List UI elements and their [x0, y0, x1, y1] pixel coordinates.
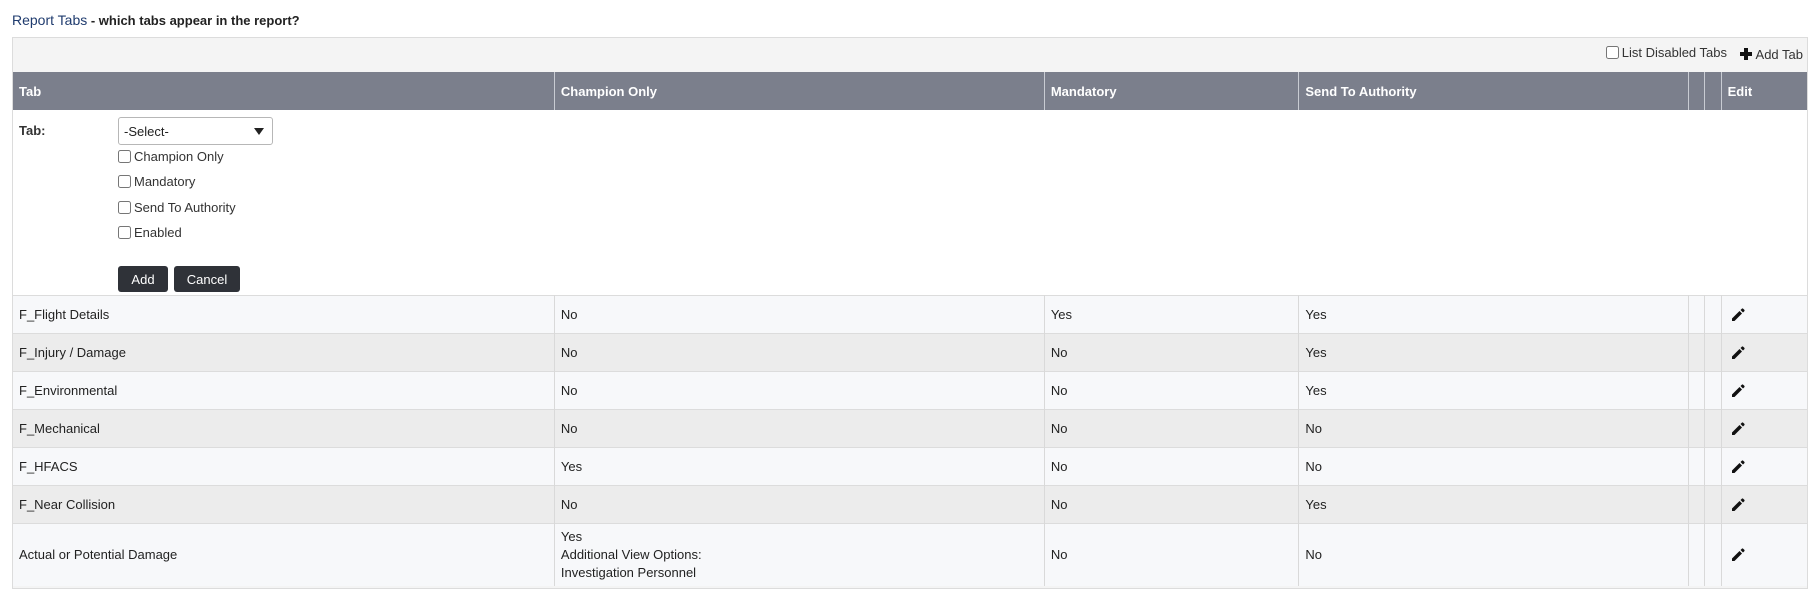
add-tab-button[interactable]: [1740, 46, 1803, 62]
cell-edit: [1721, 296, 1807, 334]
enabled-label: Enabled: [134, 224, 182, 240]
table-row: [13, 334, 1807, 372]
cell-champion-only: No: [554, 486, 1044, 524]
section-heading: [12, 11, 300, 30]
cell-spacer: [1689, 296, 1705, 334]
cell-champion-only: No: [554, 296, 1044, 334]
cell-edit: [1721, 486, 1807, 524]
table-header-row: [13, 72, 1807, 110]
cell-edit: [1721, 410, 1807, 448]
cell-send-to-authority: No: [1299, 524, 1689, 586]
champion-only-option[interactable]: [118, 148, 224, 164]
col-header-send-to-authority[interactable]: Send To Authority: [1299, 72, 1689, 110]
pencil-icon[interactable]: [1730, 497, 1746, 513]
list-disabled-label: List Disabled Tabs: [1621, 44, 1727, 60]
cell-send-to-authority: No: [1299, 448, 1689, 486]
cell-mandatory: No: [1044, 334, 1299, 372]
cell-tab: F_HFACS: [13, 448, 554, 486]
cell-tab: F_Environmental: [13, 372, 554, 410]
enabled-option[interactable]: [118, 224, 182, 240]
tab-select[interactable]: [118, 117, 273, 145]
cell-spacer: [1705, 334, 1721, 372]
add-button[interactable]: Add: [118, 266, 168, 292]
cell-tab: F_Mechanical: [13, 410, 554, 448]
cell-spacer: [1705, 486, 1721, 524]
mandatory-label: Mandatory: [134, 173, 196, 189]
pencil-icon[interactable]: [1730, 307, 1746, 323]
cell-spacer: [1689, 486, 1705, 524]
send-to-authority-label: Send To Authority: [134, 199, 236, 215]
cancel-button[interactable]: Cancel: [174, 266, 240, 292]
list-disabled-toggle[interactable]: [1606, 44, 1727, 60]
pencil-icon[interactable]: [1730, 459, 1746, 475]
send-to-authority-checkbox[interactable]: [118, 201, 131, 214]
cell-champion-only: No: [554, 372, 1044, 410]
cell-edit: [1721, 334, 1807, 372]
cell-mandatory: No: [1044, 372, 1299, 410]
cell-spacer: [1705, 372, 1721, 410]
table-row: [13, 410, 1807, 448]
mandatory-checkbox[interactable]: [118, 175, 131, 188]
cell-send-to-authority: Yes: [1299, 372, 1689, 410]
pencil-icon[interactable]: [1730, 421, 1746, 437]
table-row: [13, 296, 1807, 334]
col-header-spacer-1: [1689, 72, 1705, 110]
panel-toolbar: [13, 38, 1807, 72]
cell-spacer: [1705, 296, 1721, 334]
champion-only-checkbox[interactable]: [118, 150, 131, 163]
cell-spacer: [1689, 524, 1705, 586]
cell-send-to-authority: Yes: [1299, 334, 1689, 372]
section-title: Report Tabs: [12, 12, 88, 28]
col-header-spacer-2: [1705, 72, 1721, 110]
tabs-table: [13, 72, 1807, 586]
send-to-authority-option[interactable]: [118, 199, 236, 215]
cell-spacer: [1705, 524, 1721, 586]
cell-champion-only: No: [554, 334, 1044, 372]
tab-select-value: -Select-: [124, 123, 169, 139]
table-row: [13, 372, 1807, 410]
cell-spacer: [1689, 410, 1705, 448]
add-tab-form-row: [13, 110, 1807, 296]
table-row: [13, 486, 1807, 524]
cell-spacer: [1705, 410, 1721, 448]
cell-tab: F_Near Collision: [13, 486, 554, 524]
cell-spacer: [1689, 448, 1705, 486]
cell-mandatory: No: [1044, 410, 1299, 448]
champion-only-label: Champion Only: [134, 148, 224, 164]
table-row: [13, 524, 1807, 586]
cell-tab: Actual or Potential Damage: [13, 524, 554, 586]
additional-view-options-label: Additional View Options:: [560, 546, 702, 562]
mandatory-option[interactable]: [118, 173, 195, 189]
pencil-icon[interactable]: [1730, 383, 1746, 399]
col-header-mandatory[interactable]: Mandatory: [1044, 72, 1299, 110]
section-subtitle: - which tabs appear in the report?: [87, 13, 300, 28]
champion-only-value: Yes: [560, 528, 583, 544]
col-header-champion-only[interactable]: Champion Only: [554, 72, 1044, 110]
cell-champion-only: Yes: [554, 448, 1044, 486]
cell-edit: [1721, 372, 1807, 410]
list-disabled-checkbox[interactable]: [1606, 46, 1619, 59]
cell-champion-only: No: [554, 410, 1044, 448]
cell-edit: [1721, 448, 1807, 486]
col-header-tab[interactable]: Tab: [13, 72, 554, 110]
plus-icon: [1740, 48, 1752, 60]
add-tab-form: [13, 110, 1807, 296]
cell-spacer: [1689, 334, 1705, 372]
cell-spacer: [1705, 448, 1721, 486]
pencil-icon[interactable]: [1730, 345, 1746, 361]
tab-field-label: Tab:: [19, 123, 46, 138]
cell-mandatory: No: [1044, 448, 1299, 486]
table-row: [13, 448, 1807, 486]
cell-send-to-authority: No: [1299, 410, 1689, 448]
cell-edit: [1721, 524, 1807, 586]
additional-view-options-value: Investigation Personnel: [560, 564, 697, 580]
cell-send-to-authority: Yes: [1299, 296, 1689, 334]
col-header-edit: Edit: [1721, 72, 1807, 110]
add-tab-label: Add Tab: [1755, 46, 1803, 62]
cell-tab: F_Flight Details: [13, 296, 554, 334]
cell-mandatory: Yes: [1044, 296, 1299, 334]
enabled-checkbox[interactable]: [118, 226, 131, 239]
cell-spacer: [1689, 372, 1705, 410]
chevron-down-icon: [254, 128, 264, 135]
cell-champion-only: [554, 524, 1044, 586]
cell-send-to-authority: Yes: [1299, 486, 1689, 524]
pencil-icon[interactable]: [1730, 547, 1746, 563]
cell-mandatory: No: [1044, 486, 1299, 524]
cell-tab: F_Injury / Damage: [13, 334, 554, 372]
cell-mandatory: No: [1044, 524, 1299, 586]
report-tabs-panel: [12, 37, 1808, 589]
